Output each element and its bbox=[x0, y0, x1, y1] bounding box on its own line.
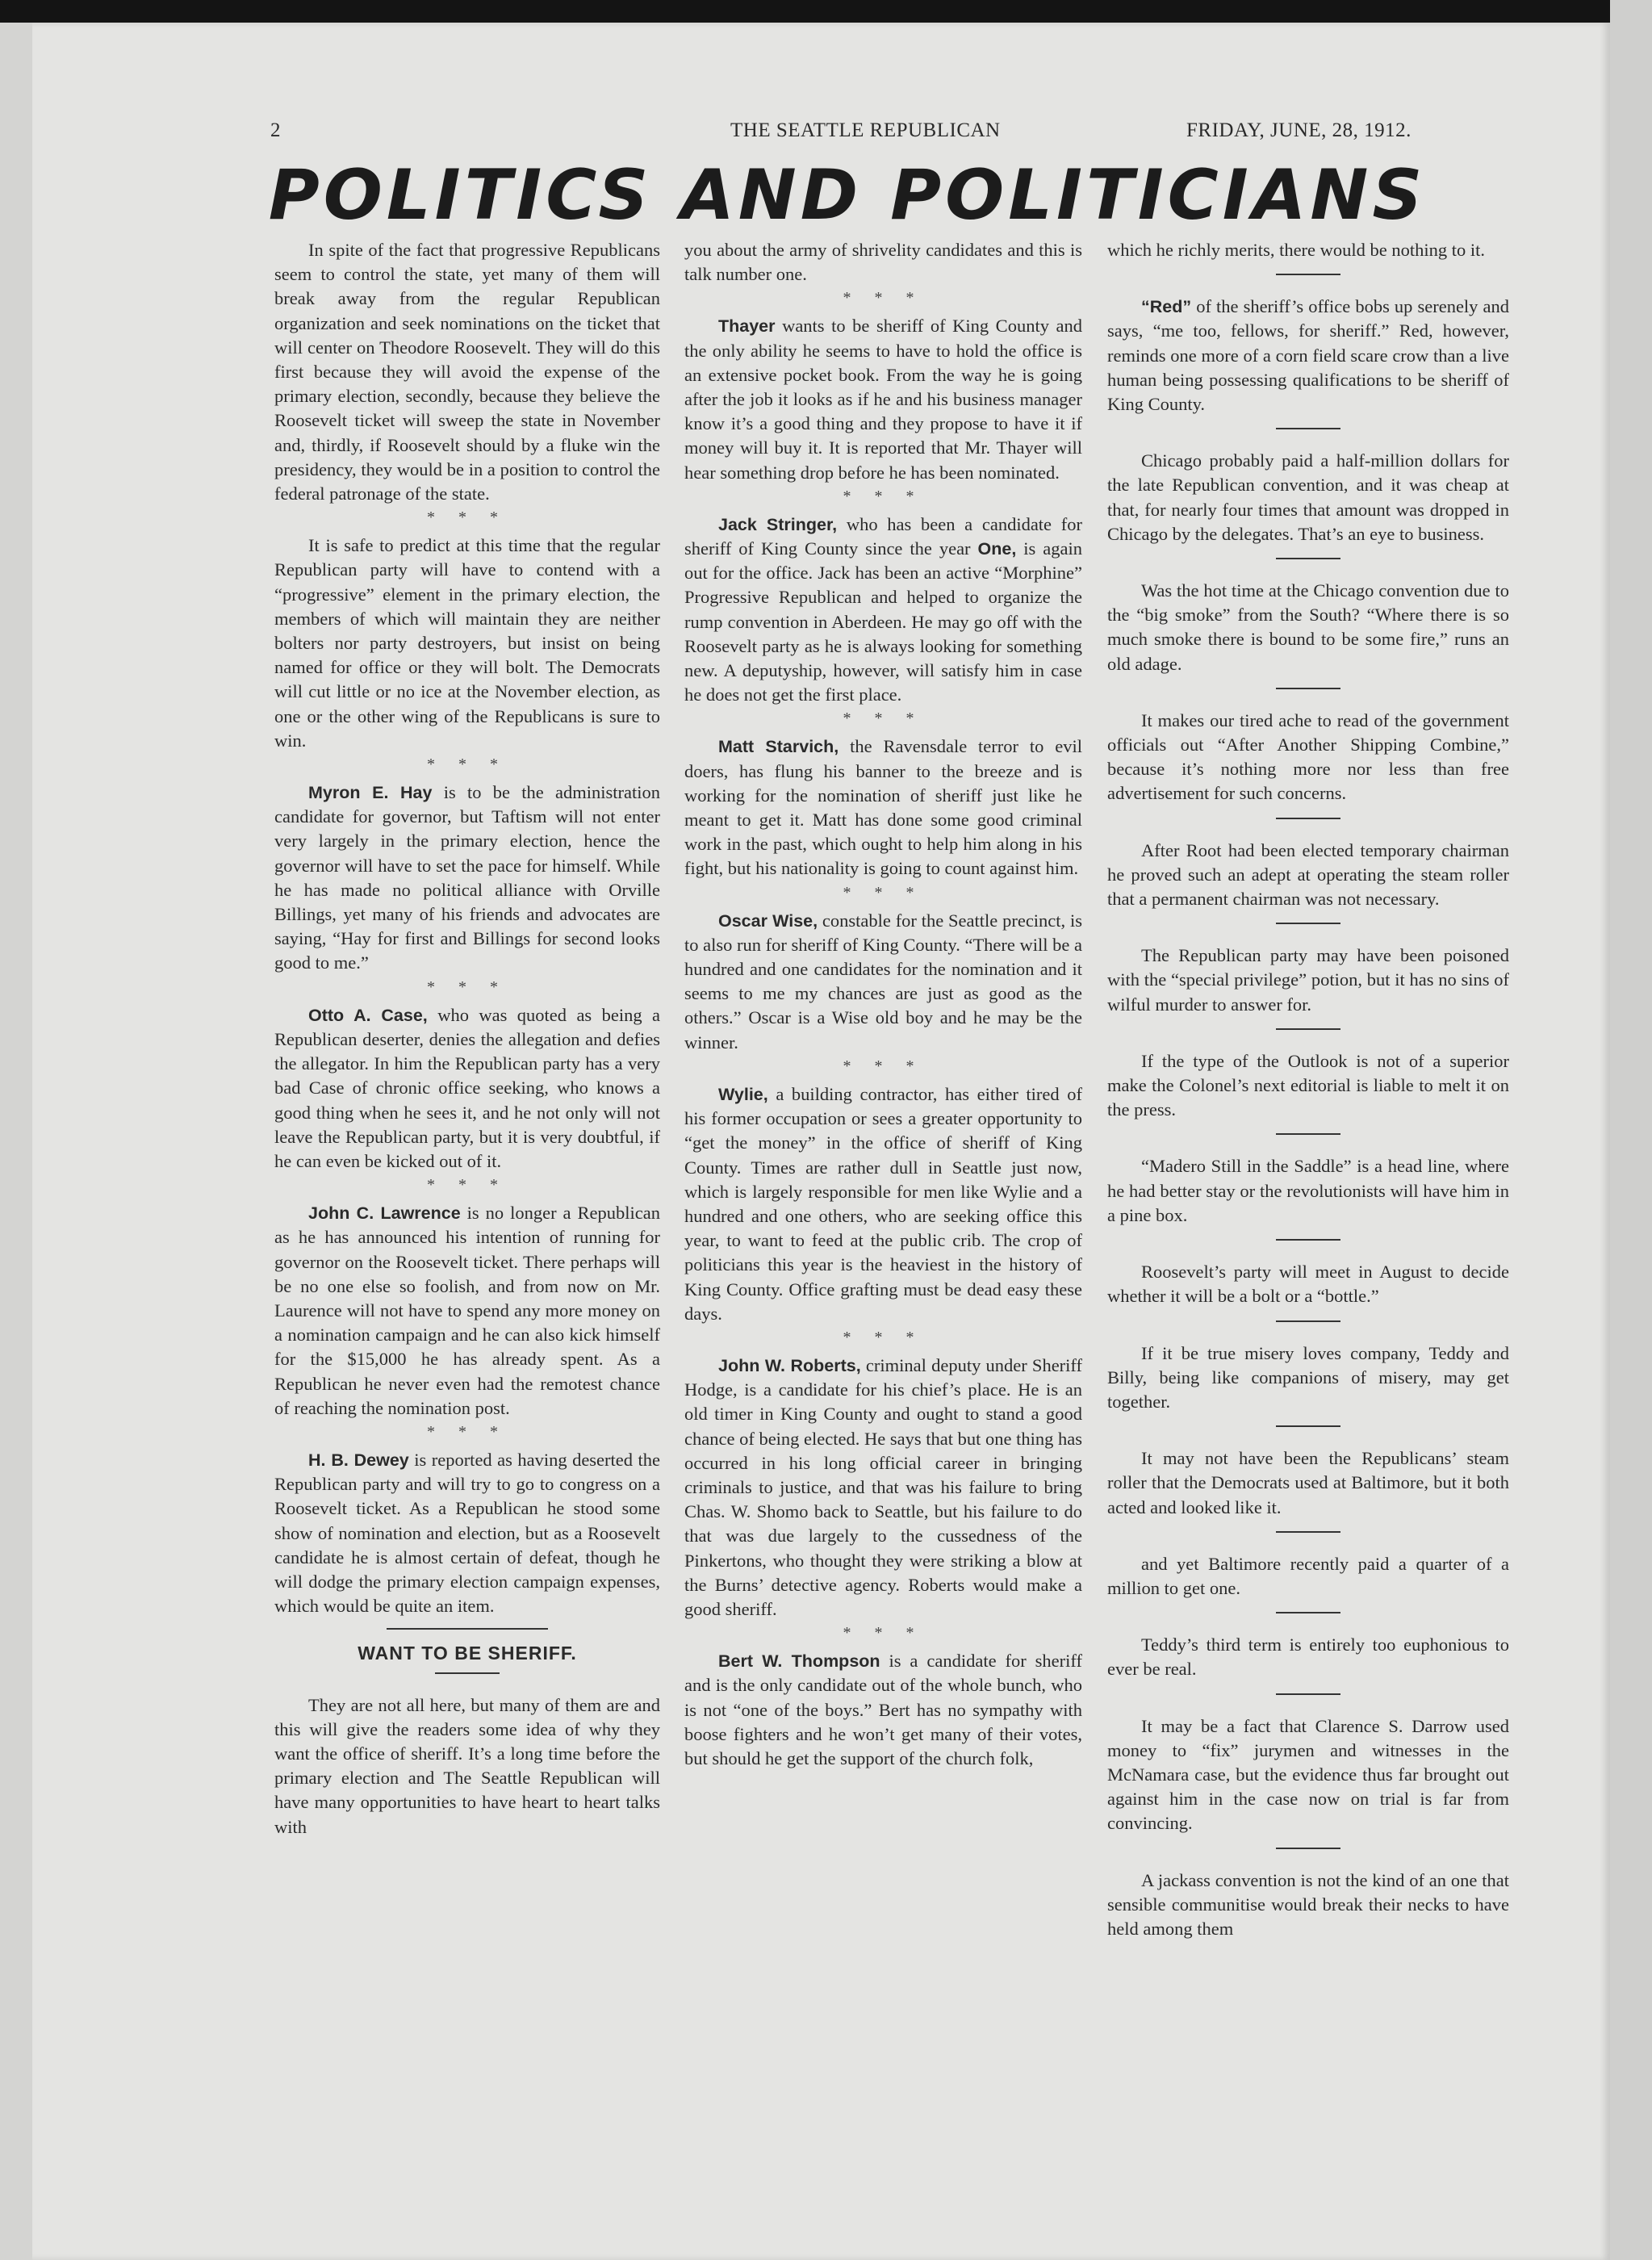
section-rule bbox=[1276, 428, 1340, 429]
article-paragraph: The Republican party may have been poisoned with the “special privilege” potion, but it has no sins of wilful murder to answer for. bbox=[1107, 945, 1509, 1015]
section-rule bbox=[387, 1628, 548, 1630]
subheading: WANT TO BE SHERIFF. bbox=[358, 1643, 577, 1664]
section-rule bbox=[1276, 1133, 1340, 1135]
article-paragraph: They are not all here, but many of them are and this will give the readers some idea of why they want the office of sheriff. It’s a long time before the primary election and The Seattle Republican will have many opportunities to have heart to heart talks with bbox=[274, 1694, 660, 1837]
column-3 bbox=[1107, 238, 1509, 1941]
section-separator: * * * bbox=[843, 487, 924, 505]
article-paragraph: you about the army of shrivelity candidates and this is talk number one. bbox=[684, 240, 1082, 285]
candidate-name: H. B. Dewey bbox=[308, 1450, 409, 1470]
section-rule bbox=[435, 1672, 500, 1674]
article-paragraph: In spite of the fact that progressive Republicans seem to control the state, yet many of them will break away from the regular Republican organization and seek nominations on the ticket that will center on Theodore Roosevelt. They will do this first because they will avoid the expense of the primary election, secondly, because they believe the Roosevelt ticket will sweep the state in November and, thirdly, if Roosevelt should by a fluke win the presidency, they would be in a position to control the federal patronage of the state. bbox=[274, 240, 660, 504]
article-paragraph: John C. Lawrence is no longer a Republican as he has announced his intention of running for governor on the Roosevelt ticket. There perhaps will be no one else so foolish, and from now on Mr. Laurence will not have to spend any more money on a nomination campaign and he can also kick himself for the $15,000 he has already spent. As a Republican he never even had the remotest chance of reaching the nomination post. bbox=[274, 1203, 660, 1418]
section-rule bbox=[1276, 1320, 1340, 1322]
article-paragraph: Bert W. Thompson is a candidate for sheriff and is the only candidate out of the whole bunch, who is not “one of the boys.” Bert has no sympathy with boose fighters and he won’t get many of their votes, but should he get the support of the church folk, bbox=[684, 1651, 1082, 1768]
article-paragraph: which he richly merits, there would be nothing to it. bbox=[1107, 240, 1486, 260]
article-paragraph: Thayer wants to be sheriff of King County and the only ability he seems to have to hold the office is an extensive pocket book. From the way he is going after the job it looks as if he and his business manager know it’s a good thing and they propose to have it if money will buy it. It is reported that Mr. Thayer will hear something drop before he has been nominated. bbox=[684, 316, 1082, 483]
article-paragraph: It may not have been the Republicans’ steam roller that the Democrats used at Baltimore, but it both acted and looked like it. bbox=[1107, 1448, 1509, 1517]
article-paragraph: Jack Stringer, who has been a candidate for sheriff of King County since the year One, is again out for the office. Jack has been an active “Morphine” Progressive Republican and helped to organize the rump convention in Aberdeen. He may go off with the Roosevelt party as he is always looking for something new. A deputyship, however, will satisfy him in case he does not get the first place. bbox=[684, 513, 1082, 705]
candidate-name: “Red” bbox=[1141, 297, 1192, 317]
article-paragraph: Was the hot time at the Chicago convention due to the “big smoke” from the South? “Where there is so much smoke there is bound to be some fire,” runs an old adage. bbox=[1107, 580, 1509, 674]
section-rule bbox=[1276, 558, 1340, 559]
section-rule bbox=[1276, 1612, 1340, 1613]
section-separator: * * * bbox=[427, 508, 508, 527]
article-paragraph: It may be a fact that Clarence S. Darrow used money to “fix” jurymen and witnesses in the McNamara case, but the evidence thus far brought out against him in the case now on trial is far from convincing. bbox=[1107, 1715, 1509, 1834]
candidate-name: Thayer bbox=[718, 316, 776, 337]
section-separator: * * * bbox=[427, 977, 508, 996]
candidate-name: Bert W. Thompson bbox=[718, 1651, 880, 1672]
candidate-name: Jack Stringer, bbox=[718, 514, 838, 534]
article-paragraph: If it be true misery loves company, Teddy and Billy, being like companions of misery, may get together. bbox=[1107, 1342, 1509, 1412]
section-separator: * * * bbox=[843, 289, 924, 308]
section-separator: * * * bbox=[427, 1422, 508, 1441]
article-paragraph: After Root had been elected temporary chairman he proved such an adept at operating the steam roller that a permanent chairman was not necessary. bbox=[1107, 839, 1509, 910]
article-paragraph: If the type of the Outlook is not of a superior make the Colonel’s next editorial is liable to melt it on the press. bbox=[1107, 1050, 1509, 1120]
article-paragraph: Oscar Wise, constable for the Seattle precinct, is to also run for sheriff of King County. “There will be a hundred and one candidates for the nomination and it seems to me my chances are just as good as the others.” Oscar is a Wise old boy and he may be the winner. bbox=[684, 910, 1083, 1053]
section-rule bbox=[1276, 1239, 1340, 1241]
masthead-title: POLITICS AND POLITICIANS bbox=[268, 155, 1427, 236]
section-rule bbox=[1276, 1693, 1340, 1695]
section-rule bbox=[1276, 1848, 1340, 1849]
section-separator: * * * bbox=[843, 709, 924, 728]
section-separator: * * * bbox=[843, 1624, 924, 1643]
section-rule bbox=[1276, 1028, 1340, 1030]
column-1 bbox=[274, 238, 660, 1839]
scan-right-edge bbox=[1610, 0, 1652, 2260]
article-paragraph: and yet Baltimore recently paid a quarter of a million to get one. bbox=[1107, 1553, 1509, 1598]
scan-top-border bbox=[0, 0, 1652, 23]
article-paragraph: It is safe to predict at this time that the regular Republican party will have to contend with a “progressive” element in the primary election, the members of which will maintain they are neither bolters nor party destroyers, but insist on being named for office or they will bolt. The Democrats will cut little or no ice at the November election, as one or the other wing of the Republicans is sure to win. bbox=[274, 535, 660, 751]
section-rule bbox=[1276, 923, 1340, 924]
article-paragraph: Otto A. Case, who was quoted as being a Republican deserter, denies the allegation and defies the allegator. In him the Republican party has a very bad Case of chronic office seeking, who knows a good thing when he sees it, and he not only will not leave the Republican party, but it is very doubtful, if he can even be kicked out of it. bbox=[274, 1004, 660, 1171]
article-paragraph: Myron E. Hay is to be the administration candidate for governor, but Taftism will not enter very largely in the primary election, hence the governor will have to set the pace for himself. While he has made no political alliance with Orville Billings, yet many of his friends and advocates are saying, “Hay for first and Billings for second looks good to me.” bbox=[274, 782, 661, 973]
article-paragraph: A jackass convention is not the kind of an one that sensible communitise would break their necks to have held among them bbox=[1107, 1869, 1509, 1939]
issue-date: FRIDAY, JUNE, 28, 1912. bbox=[1186, 119, 1412, 141]
section-separator: * * * bbox=[843, 1057, 924, 1075]
candidate-name: Otto A. Case, bbox=[308, 1005, 428, 1025]
section-separator: * * * bbox=[427, 755, 508, 774]
candidate-name: Wylie, bbox=[718, 1084, 768, 1104]
section-separator: * * * bbox=[843, 1328, 924, 1346]
candidate-name: Oscar Wise, bbox=[718, 910, 818, 931]
section-separator: * * * bbox=[843, 883, 924, 902]
article-paragraph: John W. Roberts, criminal deputy under Sheriff Hodge, is a candidate for his chief’s place. He is an old timer in King County and ought to stand a good chance of being elected. He says that but one thing has occurred in his long official career in bringing criminals to justice, and that was his failure to bring Chas. W. Shomo back to Seattle, but his failure to do that was due largely to the cussedness of the Pinkertons, who thought they were striking a blow at the Burns’ detective agency. Roberts would make a good sheriff. bbox=[684, 1354, 1083, 1619]
section-rule bbox=[1276, 274, 1340, 275]
article-paragraph: “Madero Still in the Saddle” is a head line, where he had better stay or the revolutionists will have him in a pine box. bbox=[1107, 1156, 1509, 1225]
emphasis-word: One, bbox=[977, 539, 1017, 559]
candidate-name: Matt Starvich, bbox=[718, 737, 839, 757]
article-paragraph: Matt Starvich, the Ravensdale terror to evil doers, has flung his banner to the breeze and is working for the nomination of sheriff just like he meant to get it. Matt has done some good criminal work in the past, which ought to help him along in his fight, but his nationality is going to count against him. bbox=[684, 736, 1083, 879]
article-paragraph: Teddy’s third term is entirely too euphonious to ever be real. bbox=[1107, 1634, 1509, 1680]
article-paragraph: Wylie, a building contractor, has either tired of his former occupation or sees a greater opportunity to “get the money” in the office of sheriff of King County. Times are rather dull in Seattle just now, which is largely responsible for men like Wylie and a hundred and one others, who are seeking office this year, to want to feed at the public crib. The crop of politicians this year is the heaviest in the history of King County. Office grafting must be dead easy these days. bbox=[684, 1083, 1082, 1324]
candidate-name: John W. Roberts, bbox=[718, 1355, 861, 1375]
section-rule bbox=[1276, 1531, 1340, 1533]
publication-name: THE SEATTLE REPUBLICAN bbox=[730, 119, 1001, 141]
candidate-name: Myron E. Hay bbox=[308, 783, 433, 803]
candidate-name: John C. Lawrence bbox=[308, 1203, 461, 1224]
article-paragraph: “Red” of the sheriff’s office bobs up serenely and says, “me too, fellows, for sheriff.” Red, however, reminds one more of a corn field scare crow than a live human being possessing qualifications to be sheriff of King County. bbox=[1107, 296, 1509, 415]
article-paragraph: Chicago probably paid a half-million dollars for the late Republican convention, and it was cheap at that, for nearly four times that amount was dropped in Chicago by the delegates. That’s an eye to business. bbox=[1107, 450, 1509, 544]
column-2 bbox=[684, 238, 1082, 1771]
section-separator: * * * bbox=[427, 1176, 508, 1195]
article-paragraph: Roosevelt’s party will meet in August to decide whether it will be a bolt or a “bottle.” bbox=[1107, 1262, 1509, 1307]
section-rule bbox=[1276, 1425, 1340, 1427]
article-paragraph: H. B. Dewey is reported as having deserted the Republican party and will try to go to congress on a Roosevelt ticket. As a Republican he stood some show of nomination and election, but as a Roosevelt candidate he is almost certain of defeat, though he will dodge the primary election campaign expenses, which would be quite an item. bbox=[274, 1449, 660, 1617]
article-paragraph: It makes our tired ache to read of the government officials out “After Another Shipping Combine,” because it’s nothing more nor less than free advertisement for such concerns. bbox=[1107, 709, 1509, 804]
section-rule bbox=[1276, 688, 1340, 689]
page-number: 2 bbox=[270, 119, 281, 141]
section-rule bbox=[1276, 818, 1340, 819]
